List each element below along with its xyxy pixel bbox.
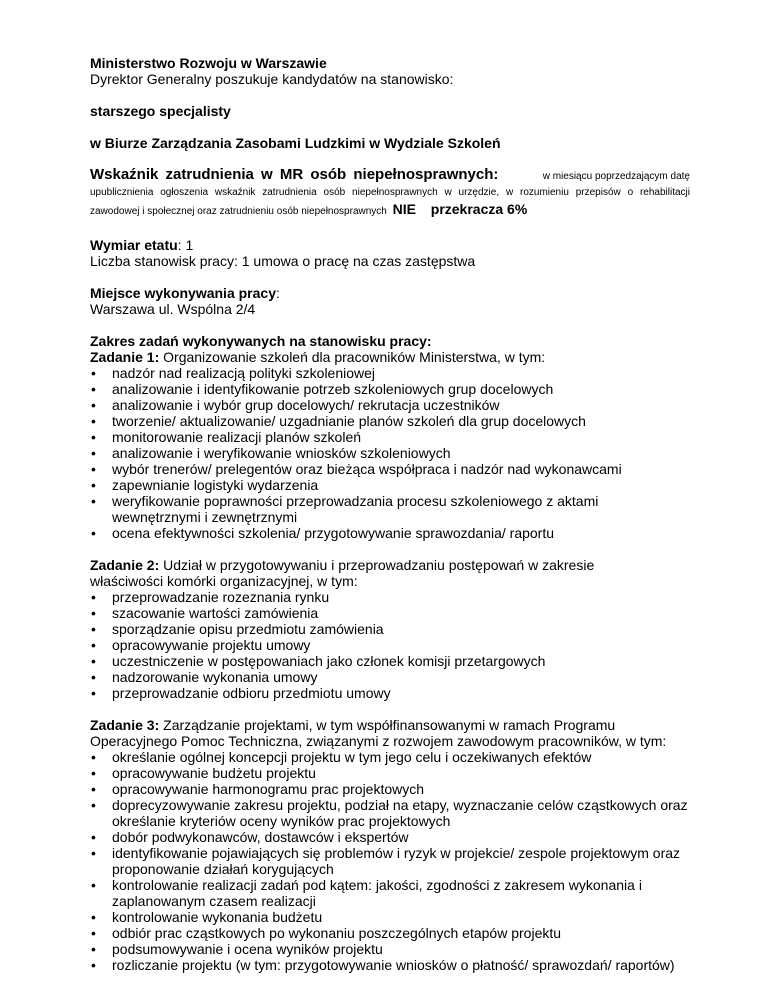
list-item: • uczestniczenie w postępowaniach jako członek komisji przetargowych — [91, 653, 546, 669]
list-item: • dobór podwykonawców, dostawców i ekspertów — [91, 829, 409, 845]
bullet-icon: • — [91, 749, 96, 765]
bullet-icon: • — [91, 845, 96, 861]
bullet-icon: • — [91, 637, 96, 653]
document-page — [90, 55, 690, 973]
bullet-icon: • — [91, 381, 96, 397]
bullet-icon: • — [91, 589, 96, 605]
place-colon: : — [275, 285, 280, 301]
task-2-heading — [90, 557, 650, 589]
department-line: w Biurze Zarządzania Zasobami Ludzkimi w Wydziale Szkoleń — [90, 135, 501, 151]
place-label: Miejsce wykonywania pracy — [90, 285, 276, 301]
indicator-line-1 — [90, 167, 690, 185]
indicator-value-rest: przekracza 6% — [430, 201, 528, 217]
list-item: • analizowanie i wybór grup docelowych/ rekrutacja uczestników — [91, 397, 500, 413]
task-2-label: Zadanie 2: — [90, 557, 160, 573]
list-item: • przeprowadzanie odbioru przedmiotu umowy — [91, 685, 391, 701]
bullet-icon: • — [91, 877, 96, 893]
bullet-icon: • — [91, 781, 96, 797]
ministry-name: Ministerstwo Rozwoju w Warszawie — [90, 55, 327, 71]
place-address: Warszawa ul. Wspólna 2/4 — [90, 301, 256, 317]
indicator-label: Wskaźnik zatrudnienia w MR osób niepełnosprawnych: — [90, 166, 499, 183]
list-item: • opracowywanie budżetu projektu — [91, 765, 316, 781]
director-line: Dyrektor Generalny poszukuje kandydatów na stanowisko: — [90, 71, 454, 87]
bullet-icon: • — [91, 445, 96, 461]
task-1-label: Zadanie 1: — [90, 349, 160, 365]
task-1-heading — [90, 349, 690, 365]
position-title: starszego specjalisty — [90, 103, 231, 119]
list-item: • odbiór prac cząstkowych po wykonaniu poszczególnych etapów projektu — [91, 925, 562, 941]
liczba-line: Liczba stanowisk pracy: 1 umowa o pracę na czas zastępstwa — [90, 253, 476, 269]
bullet-icon: • — [91, 909, 96, 925]
bullet-icon: • — [91, 653, 96, 669]
bullet-icon: • — [91, 461, 96, 477]
indicator-text-2: upublicznienia ogłoszenia wskaźnik zatrudnienia osób niepełnosprawnych w urzędzie, w rozumieniu przepisów o rehabilitacji — [90, 187, 690, 198]
list-item: • wybór trenerów/ prelegentów oraz bieżąca współpraca i nadzór nad wykonawcami — [91, 461, 622, 477]
task-1-list — [90, 365, 690, 541]
list-item: • sporządzanie opisu przedmiotu zamówienia — [91, 621, 384, 637]
indicator-text-1: w miesiącu poprzedzającym datę — [542, 171, 690, 182]
bullet-icon: • — [91, 477, 96, 493]
list-item: • określanie ogólnej koncepcji projektu w tym jego celu i oczekiwanych efektów — [91, 749, 592, 765]
bullet-icon: • — [91, 397, 96, 413]
task-1-intro: Organizowanie szkoleń dla pracowników Ministerstwa, w tym: — [159, 349, 546, 365]
bullet-icon: • — [91, 429, 96, 445]
task-2-list — [90, 589, 690, 701]
wymiar-value: : 1 — [177, 237, 194, 253]
list-item: • rozliczanie projektu (w tym: przygotowywanie wniosków o płatność/ sprawozdań/ raportów) — [91, 957, 675, 973]
list-item: • podsumowywanie i ocena wyników projektu — [91, 941, 383, 957]
task-2-intro: Udział w przygotowywaniu i przeprowadzaniu postępowań w zakresie właściwości komórki organizacyjnej, w tym: — [90, 557, 595, 589]
list-item: • zapewnianie logistyki wydarzenia — [91, 477, 319, 493]
list-item: • nadzór nad realizacją polityki szkoleniowej — [91, 365, 376, 381]
list-item: • analizowanie i identyfikowanie potrzeb szkoleniowych grup docelowych — [91, 381, 554, 397]
list-item: • kontrolowanie realizacji zadań pod kątem: jakości, zgodności z zakresem wykonania i zaplanowanym czasem realizacji — [91, 877, 642, 909]
bullet-icon: • — [91, 669, 96, 685]
task-3-label: Zadanie 3: — [90, 717, 160, 733]
bullet-icon: • — [91, 621, 96, 637]
indicator-text-3: zawodowej i społecznej oraz zatrudnieniu osób niepełnosprawnych — [90, 206, 387, 217]
bullet-icon: • — [91, 941, 96, 957]
scope-title: Zakres zadań wykonywanych na stanowisku pracy: — [90, 333, 432, 349]
list-item: • analizowanie i weryfikowanie wniosków szkoleniowych — [91, 445, 451, 461]
task-3-intro: Zarządzanie projektami, w tym współfinansowanymi w ramach Programu Operacyjnego Pomoc Techniczna, związanymi z rozwojem zawodowym pracowników, w tym: — [90, 717, 667, 749]
bullet-icon: • — [91, 605, 96, 621]
list-item: • nadzorowanie wykonania umowy — [91, 669, 318, 685]
bullet-icon: • — [91, 925, 96, 941]
wymiar-line — [90, 237, 690, 253]
indicator-line-3 — [90, 200, 690, 221]
bullet-icon: • — [91, 493, 96, 509]
bullet-icon: • — [91, 413, 96, 429]
list-item: • ocena efektywności szkolenia/ przygotowywanie sprawozdania/ raportu — [91, 525, 555, 541]
list-item: • weryfikowanie poprawności przeprowadzania procesu szkoleniowego z aktami wewnętrznymi i zewnętrznymi — [91, 493, 599, 525]
list-item: • szacowanie wartości zamówienia — [91, 605, 319, 621]
bullet-icon: • — [91, 957, 96, 973]
list-item: • opracowywanie harmonogramu prac projektowych — [91, 781, 425, 797]
task-3-list — [90, 749, 690, 973]
list-item: • monitorowanie realizacji planów szkoleń — [91, 429, 362, 445]
list-item: • tworzenie/ aktualizowanie/ uzgadnianie planów szkoleń dla grup docelowych — [91, 413, 586, 429]
list-item: • opracowywanie projektu umowy — [91, 637, 311, 653]
list-item: • przeprowadzanie rozeznania rynku — [91, 589, 330, 605]
list-item: • identyfikowanie pojawiających się problemów i ryzyk w projekcie/ zespole projektowym oraz proponowanie działań korygujących — [91, 845, 681, 877]
task-3-heading — [90, 717, 695, 749]
bullet-icon: • — [91, 525, 96, 541]
bullet-icon: • — [91, 765, 96, 781]
wymiar-label: Wymiar etatu — [90, 237, 178, 253]
list-item: • kontrolowanie wykonania budżetu — [91, 909, 323, 925]
indicator-value-nie: NIE — [392, 201, 416, 217]
bullet-icon: • — [91, 365, 96, 381]
bullet-icon: • — [91, 797, 96, 813]
place-heading — [90, 285, 690, 301]
bullet-icon: • — [91, 829, 96, 845]
list-item: • doprecyzowywanie zakresu projektu, podział na etapy, wyznaczanie celów cząstkowych oraz określanie kryteriów oceny wyników prac projektowych — [91, 797, 688, 829]
bullet-icon: • — [91, 685, 96, 701]
